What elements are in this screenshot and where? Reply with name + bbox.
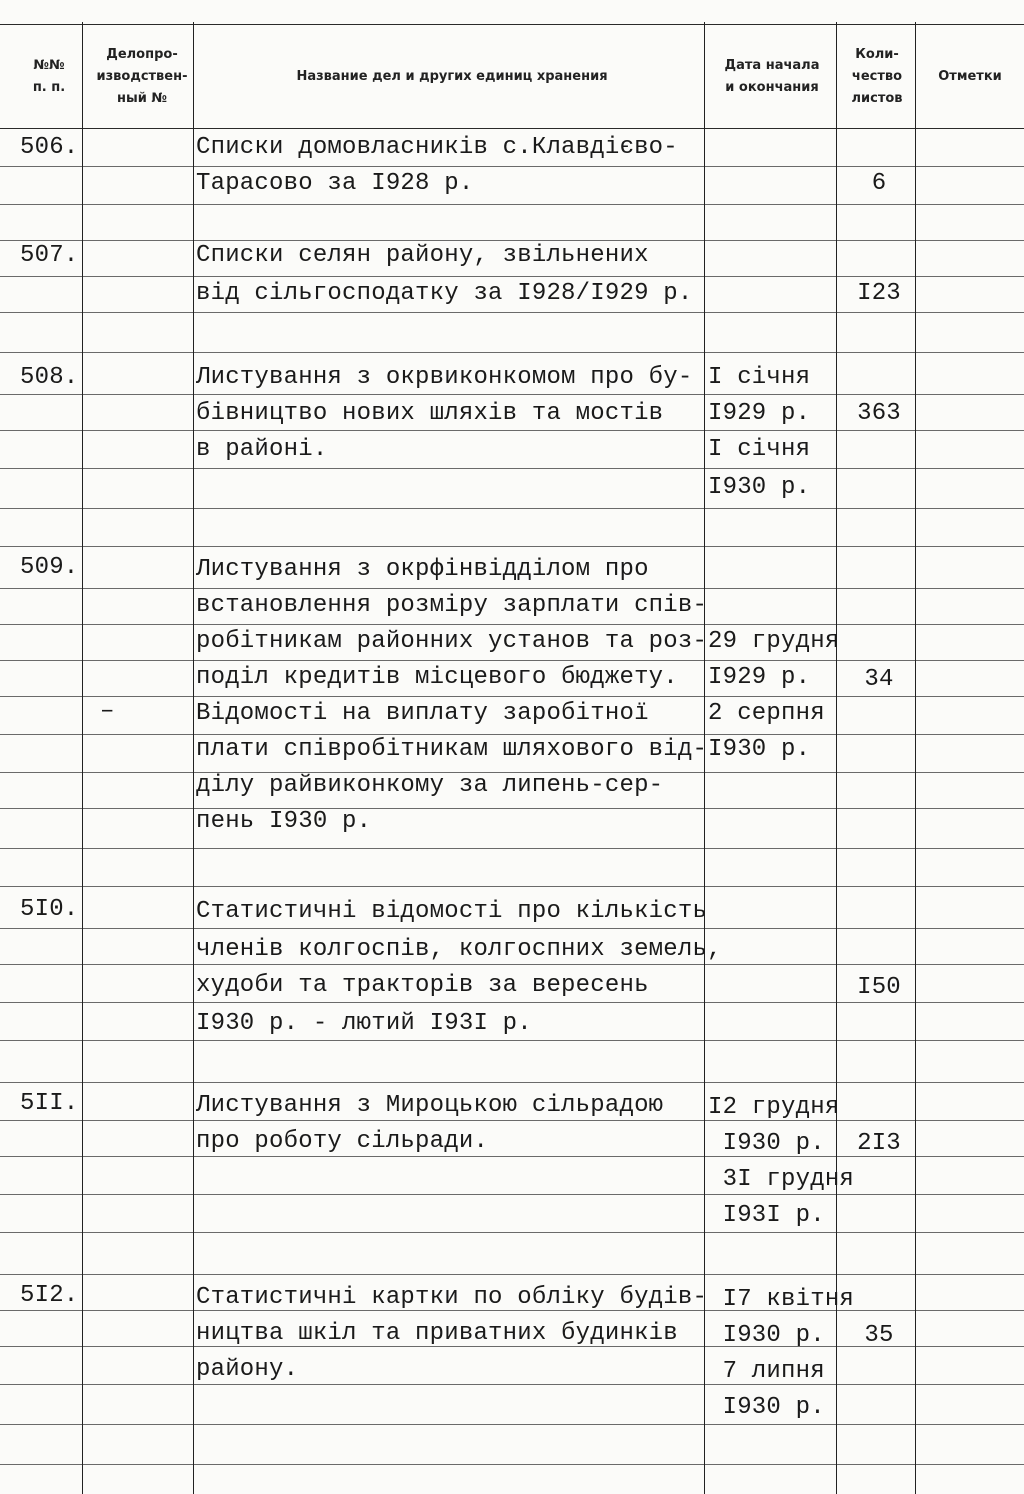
record-title-line: поділ кредитів місцевого бюджету.	[196, 664, 678, 691]
row-rule	[0, 886, 1024, 887]
record-number: 508.	[20, 364, 79, 391]
record-date-line: I930 р.	[708, 474, 811, 501]
record-title-line: Списки домовласників с.Клавдієво-	[196, 134, 678, 161]
row-rule	[0, 848, 1024, 849]
record-sheets: I50	[857, 974, 901, 1001]
header-dates: Дата начала и окончания	[724, 58, 820, 95]
record-date-line: I930 р.	[708, 736, 811, 763]
header-bottom-rule	[0, 128, 1024, 129]
record-title-line: ництва шкіл та приватних будинків	[196, 1320, 678, 1347]
header-title: Название дел и других единиц хранения	[296, 69, 608, 84]
record-title-line: Тарасово за I928 р.	[196, 170, 474, 197]
row-rule	[0, 1274, 1024, 1275]
row-rule	[0, 1424, 1024, 1425]
top-rule	[0, 24, 1024, 25]
record-title-line: Листування з окрфінвідділом про	[196, 556, 649, 583]
record-number: 509.	[20, 554, 79, 581]
record-title-line: I930 р. - лютий I93I р.	[196, 1010, 532, 1037]
office-number-dash: –	[100, 698, 115, 725]
header-sheets: Коли- чество листов	[851, 47, 903, 106]
row-rule	[0, 468, 1024, 469]
record-sheets: 34	[864, 666, 894, 693]
record-date-line: I січня	[708, 364, 811, 391]
record-title-line: бівництво нових шляхів та мостів	[196, 400, 664, 427]
row-rule	[0, 1464, 1024, 1465]
record-date-line: I2 грудня	[708, 1094, 840, 1121]
record-title-line: Списки селян району, звільнених	[196, 242, 649, 269]
record-title-line: про роботу сільради.	[196, 1128, 489, 1155]
record-title-line: встановлення розміру зарплати спів-	[196, 592, 708, 619]
header-number: №№ п. п.	[32, 58, 66, 95]
record-date-line: 3I грудня	[708, 1166, 855, 1193]
row-rule	[0, 546, 1024, 547]
record-title-line: плати співробітникам шляхового від-	[196, 736, 708, 763]
record-title-line: ділу райвиконкому за липень-сер-	[196, 772, 664, 799]
row-rule	[0, 508, 1024, 509]
row-rule	[0, 204, 1024, 205]
record-sheets: 35	[864, 1322, 894, 1349]
record-number: 506.	[20, 134, 79, 161]
row-rule	[0, 352, 1024, 353]
record-sheets: 363	[857, 400, 901, 427]
record-title-line: району.	[196, 1356, 299, 1383]
row-rule	[0, 1082, 1024, 1083]
column-divider	[915, 22, 916, 1494]
record-title-line: від сільгосподатку за I928/I929 р.	[196, 280, 693, 307]
record-sheets: 2I3	[857, 1130, 901, 1157]
record-number: 5I0.	[20, 896, 79, 923]
row-rule	[0, 1194, 1024, 1195]
record-date-line: I930 р.	[708, 1322, 825, 1349]
record-title-line: худоби та тракторів за вересень	[196, 972, 649, 999]
record-number: 5II.	[20, 1090, 79, 1117]
record-date-line: I930 р.	[708, 1130, 825, 1157]
record-date-line: I7 квітня	[708, 1286, 855, 1313]
record-date-line: 7 липня	[708, 1358, 825, 1385]
record-title-line: Відомості на виплату заробітної	[196, 700, 649, 727]
record-title-line: в районі.	[196, 436, 328, 463]
record-sheets: 6	[871, 170, 887, 197]
column-divider	[193, 22, 194, 1494]
record-date-line: I930 р.	[708, 1394, 825, 1421]
record-date-line: I929 р.	[708, 664, 811, 691]
record-number: 5I2.	[20, 1282, 79, 1309]
record-title-line: Листування з окрвиконкомом про бу-	[196, 364, 693, 391]
record-date-line: 29 грудня	[708, 628, 840, 655]
row-rule	[0, 312, 1024, 313]
record-title-line: Статистичні відомості про кількість	[196, 898, 708, 925]
record-title-line: Статистичні картки по обліку будів-	[196, 1284, 708, 1311]
record-sheets: I23	[857, 280, 901, 307]
record-date-line: 2 серпня	[708, 700, 825, 727]
record-title-line: пень I930 р.	[196, 808, 372, 835]
header-office-number: Делопро- изводствен- ный №	[96, 47, 188, 106]
record-number: 507.	[20, 242, 79, 269]
row-rule	[0, 1232, 1024, 1233]
record-title-line: робітникам районних установ та роз-	[196, 628, 708, 655]
header-notes: Отметки	[938, 69, 1002, 84]
record-date-line: I93I р.	[708, 1202, 825, 1229]
record-date-line: I929 р.	[708, 400, 811, 427]
record-title-line: членів колгоспів, колгоспних земель,	[196, 936, 722, 963]
record-date-line: I січня	[708, 436, 811, 463]
record-title-line: Листування з Мироцькою сільрадою	[196, 1092, 664, 1119]
